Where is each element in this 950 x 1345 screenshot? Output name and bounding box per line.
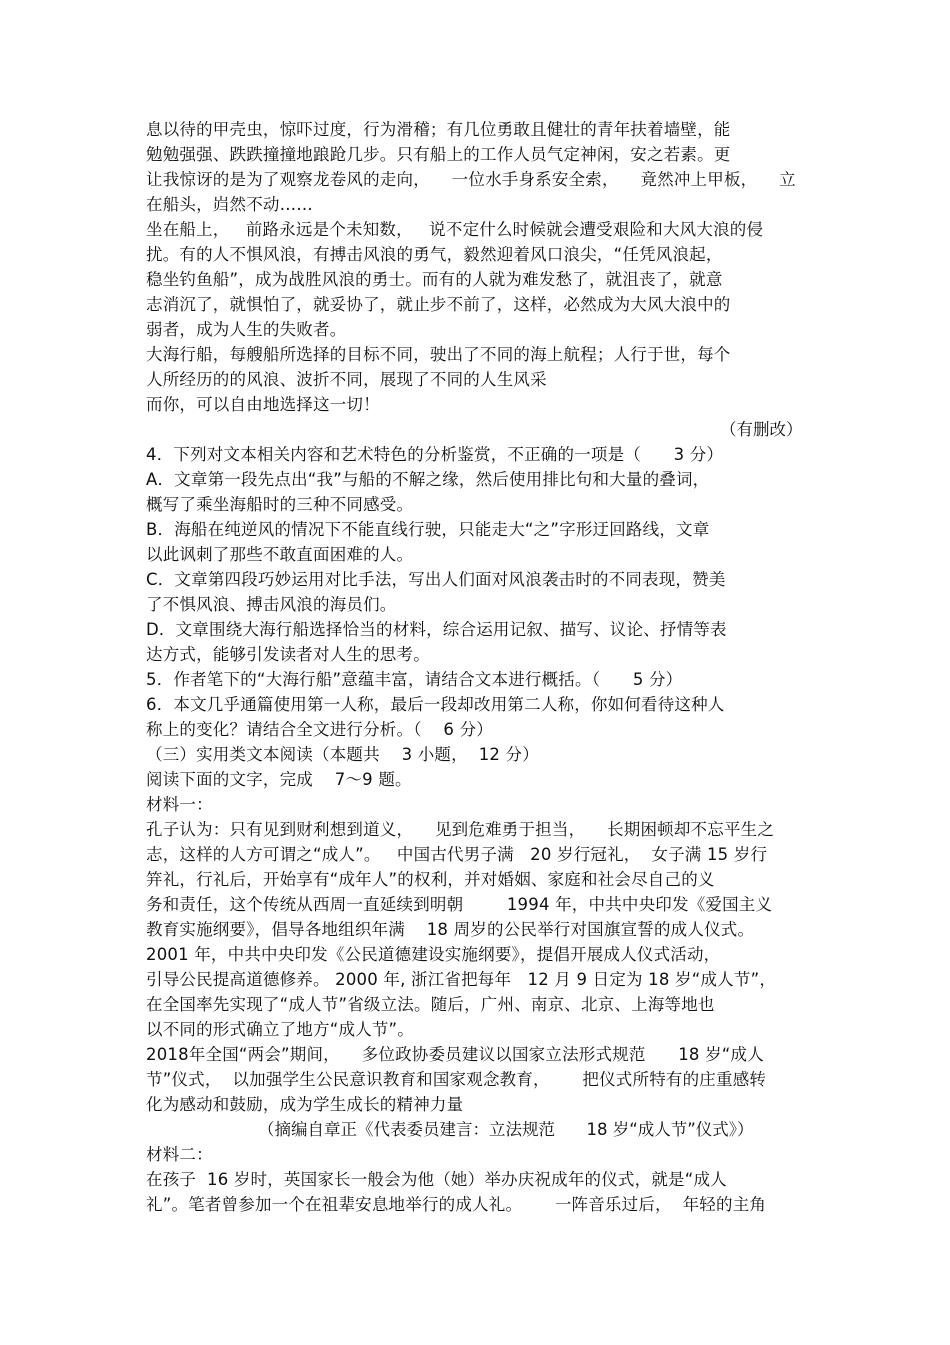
- material-one-line: 志，这样的人方可谓之“成人”。 中国古代男子满 20 岁行冠礼， 女子满 15 岁行: [146, 845, 768, 864]
- instruction-line: 阅读下面的文字，完成 7～9 题。: [146, 770, 412, 789]
- material-one-line: 2018年全国“两会”期间， 多位政协委员建议以国家立法形式规范 18 岁“成人: [146, 1045, 764, 1064]
- material-one-line: 以不同的形式确立了地方“成人节”。: [146, 1020, 414, 1039]
- material-one-line: 务和责任，这个传统从西周一直延续到明朝 1994 年，中共中央印发《爱国主义: [146, 895, 773, 914]
- material-one-line: 节”仪式， 以加强学生公民意识教育和国家观念教育， 把仪式所特有的庄重感转: [146, 1070, 767, 1089]
- passage-line: 在船头，岿然不动……: [146, 195, 313, 214]
- passage-line: 志消沉了，就惧怕了，就妥协了，就止步不前了，这样，必然成为大风大浪中的: [146, 295, 731, 314]
- material-one-line: 在全国率先实现了“成人节”省级立法。随后，广州、南京、北京、上海等地也: [146, 995, 715, 1014]
- passage-line: 弱者，成为人生的失败者。: [146, 320, 347, 339]
- passage-line: 而你，可以自由地选择这一切！: [146, 395, 380, 414]
- material-two-line: 礼”。笔者曾参加一个在祖辈安息地举行的成人礼。 一阵音乐过后， 年轻的主角: [146, 1195, 767, 1214]
- material-two-line: 在孩子 16 岁时，英国家长一般会为他（她）举办庆祝成年的仪式，就是“成人: [146, 1170, 727, 1189]
- material-one-line: 化为感动和鼓励，成为学生成长的精神力量: [146, 1095, 464, 1114]
- material-one-line: 孔子认为：只有见到财利想到道义， 见到危难勇于担当， 长期困顿却不忘平生之: [146, 820, 775, 839]
- question-line: 6．本文几乎通篇使用第一人称，最后一段却改用第二人称，你如何看待这种人: [146, 695, 725, 714]
- question-line: 达方式，能够引发读者对人生的思考。: [146, 645, 430, 664]
- material-heading: 材料一：: [146, 795, 213, 814]
- material-one-line: 2001 年，中共中央印发《公民道德建设实施纲要》，提倡开展成人仪式活动，: [146, 945, 721, 964]
- material-one-line: 引导公民提高道德修养。 2000 年, 浙江省把每年 12 月 9 日定为 18 岁“成人节”，: [146, 970, 777, 989]
- passage-line: 大海行船，每艘船所选择的目标不同，驶出了不同的海上航程；人行于世，每个: [146, 345, 731, 364]
- question-line: 以此讽刺了那些不敢直面困难的人。: [146, 545, 414, 564]
- question-line: A．文章第一段先点出“我”与船的不解之缘，然后使用排比句和大量的叠词，: [146, 470, 710, 489]
- question-line: 了不惧风浪、搏击风浪的海员们。: [146, 595, 397, 614]
- question-line: C．文章第四段巧妙运用对比手法，写出人们面对风浪袭击时的不同表现，赞美: [146, 570, 726, 589]
- passage-line: 人所经历的的风浪、波折不同，展现了不同的人生风采: [146, 370, 547, 389]
- question-line: B．海船在纯逆风的情况下不能直线行驶，只能走大“之”字形迂回路线，文章: [146, 520, 710, 539]
- question-line: 5．作者笔下的“大海行船”意蕴丰富，请结合文本进行概括。（ 5 分）: [146, 670, 683, 689]
- source-note: （有删改）: [720, 420, 803, 439]
- passage-line: 坐在船上， 前路永远是个未知数， 说不定什么时候就会遭受艰险和大风大浪的侵: [146, 220, 764, 239]
- material-one-line: 教育实施纲要》，倡导各地组织年满 18 周岁的公民举行对国旗宣誓的成人仪式。: [146, 920, 755, 939]
- passage-line: 勉勉强强、跌跌撞撞地踉跄几步。只有船上的工作人员气定神闲，安之若素。更: [146, 145, 731, 164]
- passage-line: 稳坐钓鱼船”，成为战胜风浪的勇士。而有的人就为难发愁了，就沮丧了，就意: [146, 270, 723, 289]
- passage-line: 扰。有的人不惧风浪，有搏击风浪的勇气，毅然迎着风口浪尖，“任凭风浪起，: [146, 245, 723, 264]
- question-line: 称上的变化？请结合全文进行分析。（ 6 分）: [146, 720, 493, 739]
- section-heading: （三）实用类文本阅读（本题共 3 小题， 12 分）: [146, 745, 539, 764]
- citation-line: （摘编自章正《代表委员建言：立法规范 18 岁“成人节”仪式》）: [258, 1120, 754, 1139]
- passage-line: 息以待的甲壳虫，惊吓过度，行为滑稽；有几位勇敢且健壮的青年扶着墙壁，能: [146, 120, 731, 139]
- question-line: 4．下列对文本相关内容和艺术特色的分析鉴赏，不正确的一项是（ 3 分）: [146, 445, 724, 464]
- question-line: 概写了乘坐海船时的三种不同感受。: [146, 495, 414, 514]
- material-heading: 材料二：: [146, 1145, 213, 1164]
- material-one-line: 笄礼，行礼后，开始享有“成年人”的权利，并对婚姻、家庭和社会尽自己的义: [146, 870, 715, 889]
- passage-line: 让我惊讶的是为了观察龙卷风的走向， 一位水手身系安全索， 竟然冲上甲板， 立: [146, 170, 796, 189]
- question-line: D．文章围绕大海行船选择恰当的材料，综合运用记叙、描写、议论、抒情等表: [146, 620, 727, 639]
